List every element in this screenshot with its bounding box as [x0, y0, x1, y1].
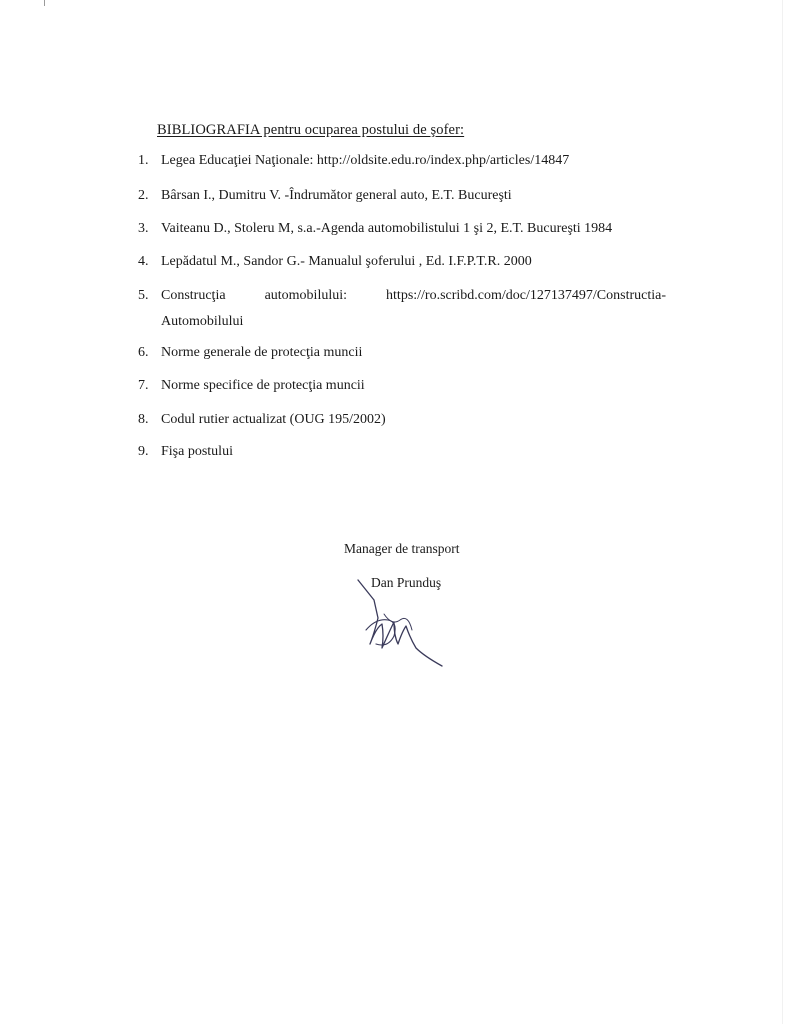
item-number: 1.	[138, 153, 149, 168]
bibliography-item-7	[138, 373, 678, 399]
item-text: Norme specifice de protecţia muncii	[161, 378, 365, 393]
item-text: Legea Educaţiei Naţionale: http://oldsite.edu.ro/index.php/articles/14847	[161, 153, 570, 168]
bibliography-heading: BIBLIOGRAFIA pentru ocuparea postului de şofer:	[157, 122, 465, 138]
handwritten-signature	[354, 574, 454, 674]
bibliography-item-8	[138, 407, 678, 433]
signature-block	[344, 541, 460, 590]
bibliography-item-3	[138, 216, 678, 242]
signatory-title: Manager de transport	[344, 541, 460, 556]
signatory-name: Dan Prunduş	[371, 575, 442, 590]
bibliography-item-6	[138, 340, 678, 366]
item-text: Lepădatul M., Sandor G.- Manualul şoferului , Ed. I.F.P.T.R. 2000	[161, 254, 532, 269]
scan-mark	[44, 0, 45, 6]
item-number: 3.	[138, 221, 149, 236]
item-number: 4.	[138, 254, 149, 269]
item-text: Vaiteanu D., Stoleru M, s.a.-Agenda automobilistului 1 şi 2, E.T. Bucureşti 1984	[161, 221, 613, 236]
item-number: 7.	[138, 378, 149, 393]
item-text: Construcţia automobilului: https://ro.scribd.com/doc/127137497/Constructia-Automobilului	[161, 288, 666, 329]
item-number: 2.	[138, 188, 149, 203]
item-text: Fişa postului	[161, 444, 233, 459]
item-text: Bârsan I., Dumitru V. -Îndrumător general auto, E.T. Bucureşti	[161, 188, 512, 203]
item-number: 9.	[138, 444, 149, 459]
bibliography-item-1	[138, 148, 678, 174]
item-number: 5.	[138, 288, 149, 303]
bibliography-item-4	[138, 249, 678, 275]
page-edge-shadow	[782, 0, 783, 1024]
bibliography-item-9	[138, 439, 678, 465]
item-number: 6.	[138, 345, 149, 360]
item-text: Codul rutier actualizat (OUG 195/2002)	[161, 412, 386, 427]
item-text: Norme generale de protecţia muncii	[161, 345, 363, 360]
bibliography-item-5	[138, 283, 678, 335]
item-number: 8.	[138, 412, 149, 427]
bibliography-item-2	[138, 183, 678, 209]
